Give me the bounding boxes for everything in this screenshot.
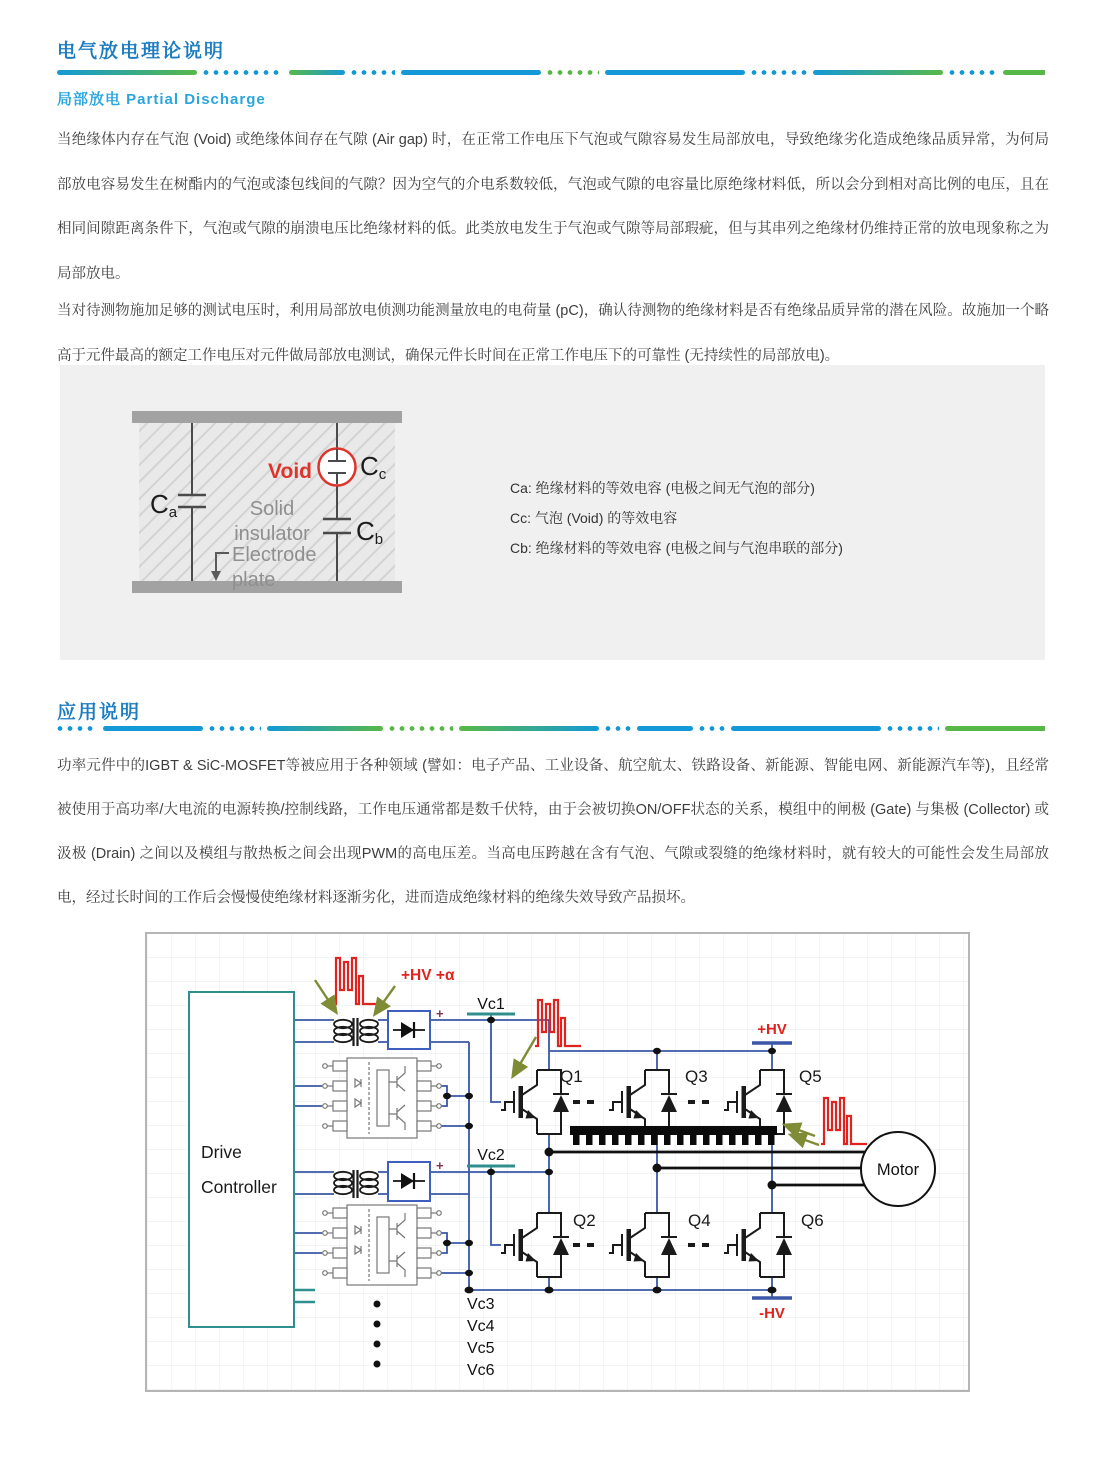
plus-polarity-2: + (436, 1158, 444, 1173)
legend-ca: Ca: 绝缘材料的等效电容 (电极之间无气泡的部分) (510, 480, 815, 496)
drive-controller-label-1: Drive (201, 1142, 242, 1162)
legend-cc: Cc: 气泡 (Void) 的等效电容 (510, 510, 678, 526)
igbt-q5 (724, 1070, 792, 1134)
vc1-label: Vc1 (477, 996, 505, 1013)
void-capacitance-figure (132, 403, 402, 603)
plus-hv-label: +HV (757, 1021, 787, 1038)
section2-paragraph-1: 功率元件中的IGBT & SiC-MOSFET等被应用于各种领域 (譬如：电子产品、工业设备、航空航太、铁路设备、新能源、智能电网、新能源汽车等)，且经常被使用于高功率/大电流的电源转换/控制线路，工作电压通常都是数千伏特，由于会被切换ON/OFF状态的关系，模组中的闸极 (Gate) 与集极 (Collector) 或汲极 (Drain) 之间以及模组与散热板之间会出现PWM的高电压差。当高电压跨越在含有气泡、气隙或裂缝的绝缘材料时，就有较大的可能性会发生局部放电，经过长时间的工作后会慢慢使绝缘材料逐渐劣化，进而造成绝缘材料的绝缘失效导致产品损坏。 (57, 758, 1049, 906)
section2-title: 应用说明 (57, 702, 142, 723)
q6-label: Q6 (801, 1211, 824, 1230)
section1-paragraph-1: 当绝缘体内存在气泡 (Void) 或绝缘体间存在气隙 (Air gap) 时，在正常工作电压下气泡或气隙容易发生局部放电，导致绝缘劣化造成绝缘品质异常，为何局部放电容易发生在树酯内的气泡或漆包线间的气隙？因为空气的介电系数较低，气泡或气隙的电容量比原绝缘材料低，所以会分到相对高比例的电压，且在相同间隙距离条件下，气泡或气隙的崩溃电压比绝缘材料的低。此类放电发生于气泡或气隙等局部瑕疵，但与其串列之绝缘材仍维持正常的放电现象称之为局部放电。 (57, 132, 1049, 282)
solid-insulator-label-2: insulator (234, 523, 310, 545)
igbt-q1 (501, 1070, 569, 1134)
igbt-q4 (609, 1213, 677, 1277)
capacitance-legend (510, 473, 843, 563)
void-label: Void (268, 460, 312, 483)
q1-label: Q1 (560, 1067, 583, 1086)
drive-controller-label-2: Controller (201, 1177, 277, 1197)
electrode-plate-label-1: Electrode (232, 544, 317, 566)
cb-label: Cb (356, 516, 384, 548)
circuit-svg (147, 934, 968, 1390)
motor (861, 1132, 935, 1206)
vc6-label: Vc6 (467, 1362, 495, 1379)
q3-label: Q3 (685, 1067, 708, 1086)
vc3-label: Vc3 (467, 1296, 495, 1313)
section1-title: 电气放电理论说明 (57, 41, 226, 62)
electrode-plate-label-2: plate (232, 569, 276, 591)
section1-paragraph-2: 当对待测物施加足够的测试电压时，利用局部放电侦测功能测量放电的电荷量 (pC)，确认待测物的绝缘材料是否有绝缘品质异常的潜在风险。故施加一个略高于元件最高的额定工作电压对元件做局部放电测试，确保元件长时间在正常工作电压下的可靠性 (无持续性的局部放电)。 (57, 303, 1049, 364)
vc2-label: Vc2 (477, 1147, 505, 1164)
ca-label: Ca (150, 489, 178, 521)
plus-polarity-1: + (436, 1006, 444, 1021)
pwm-waveform-1 (333, 958, 379, 1004)
heatsink (570, 1126, 777, 1145)
q4-label: Q4 (688, 1211, 711, 1230)
motor-label: Motor (876, 1161, 920, 1179)
vc5-label: Vc5 (467, 1340, 495, 1357)
optocoupler-ic-1 (323, 1058, 442, 1138)
cc-label: Cc (360, 451, 387, 483)
decorative-separator (57, 70, 1045, 75)
pwm-waveform-2 (535, 1000, 581, 1046)
pwm-waveform-3 (821, 1098, 867, 1144)
channel-ellipsis-dots (374, 1301, 381, 1368)
electrode-plate-top (132, 411, 402, 423)
inverter-circuit-diagram (145, 932, 970, 1392)
motor-phase-lines (549, 1152, 865, 1185)
void-figure-panel (60, 365, 1045, 660)
legend-cb: Cb: 绝缘材料的等效电容 (电极之间与气泡串联的部分) (510, 540, 843, 556)
solid-insulator-label-1: Solid (249, 498, 295, 520)
minus-hv-label: -HV (759, 1305, 785, 1322)
igbt-q6 (724, 1213, 792, 1277)
q2-label: Q2 (573, 1211, 596, 1230)
vc4-label: Vc4 (467, 1318, 495, 1335)
decorative-separator-2 (57, 726, 1045, 731)
igbt-q3 (609, 1070, 677, 1134)
hv-alpha-label: +HV +α (401, 967, 455, 984)
optocoupler-ic-2 (323, 1205, 442, 1285)
section1-subtitle: 局部放电 Partial Discharge (57, 91, 266, 108)
igbt-q2 (501, 1213, 569, 1277)
q5-label: Q5 (799, 1067, 822, 1086)
